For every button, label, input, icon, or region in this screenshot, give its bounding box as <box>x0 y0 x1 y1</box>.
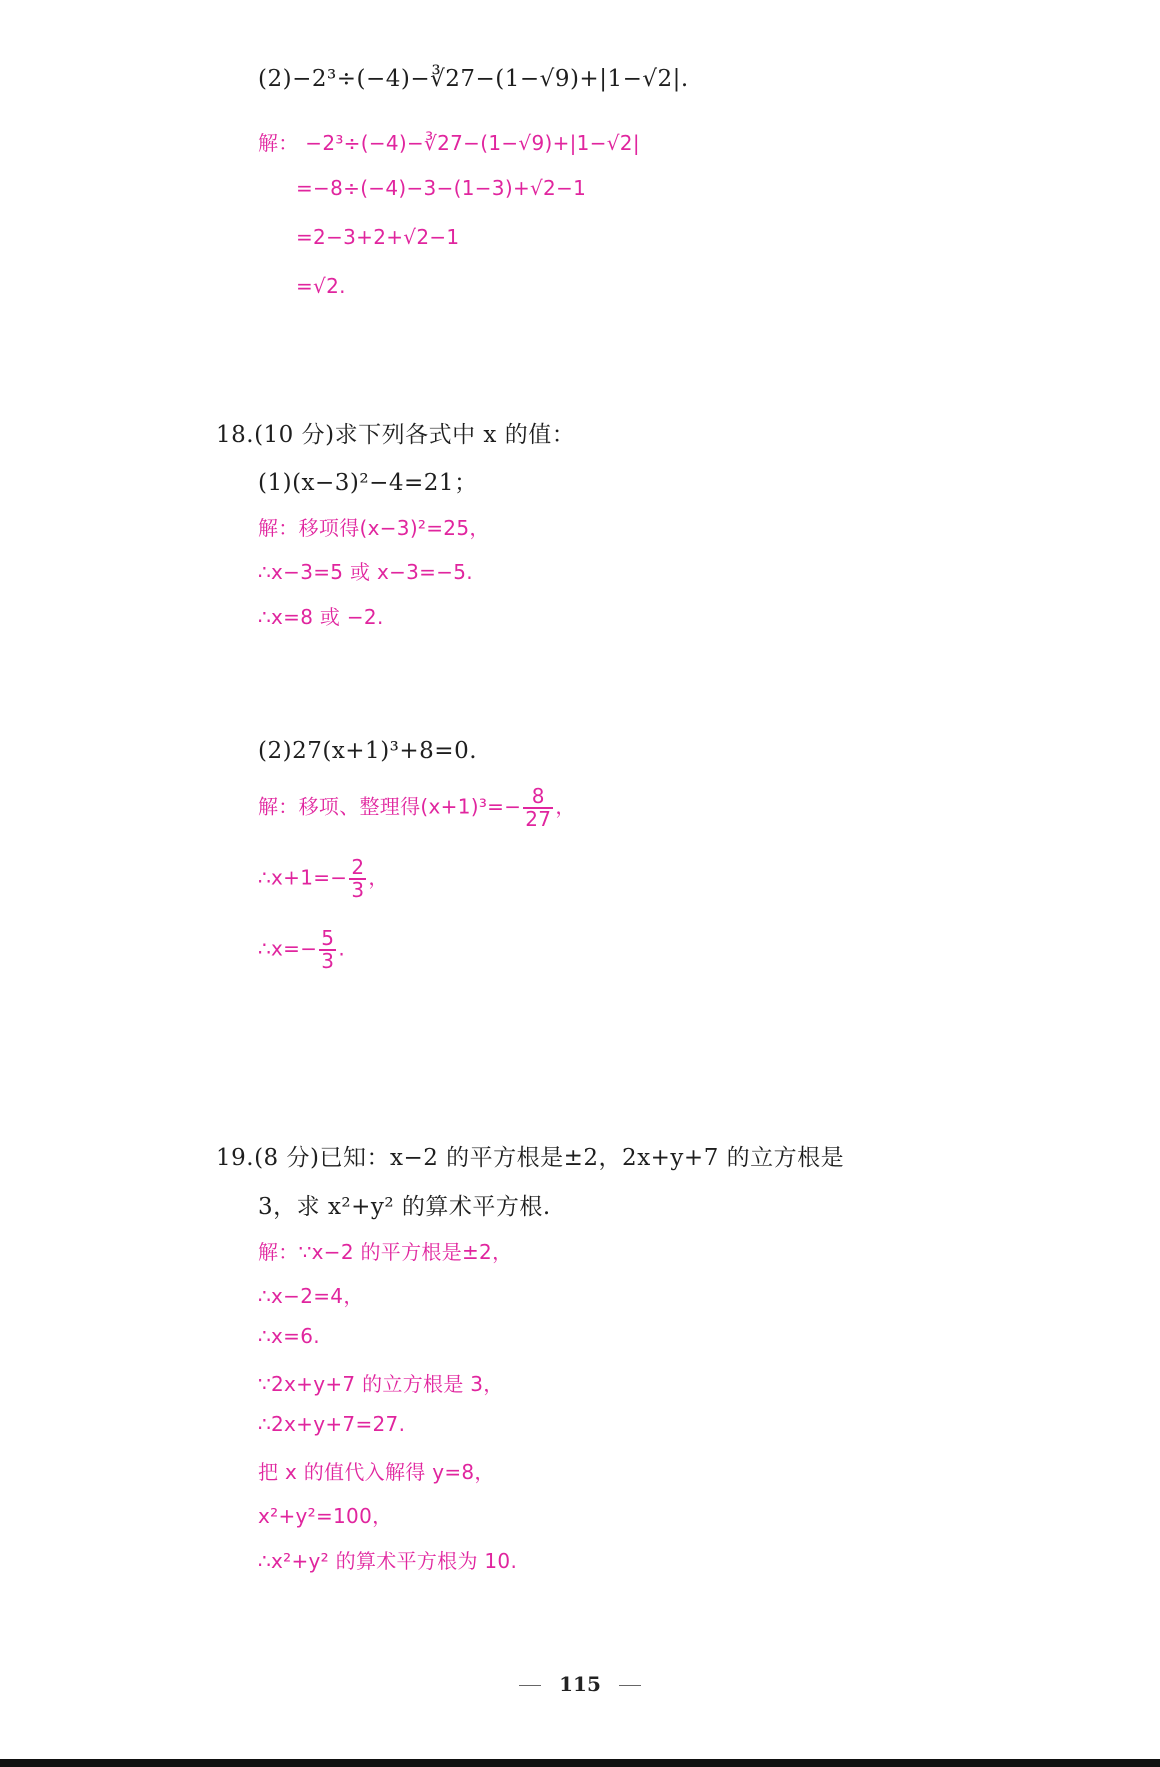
page-footer <box>0 1672 1160 1696</box>
problem-18-part2-solution-line-2 <box>258 857 389 901</box>
problem-19-solution-line-1: 解：∵x−2 的平方根是±2， <box>258 1240 513 1264</box>
fraction-numerator: 2 <box>351 855 365 879</box>
fraction-denominator: 3 <box>321 949 335 973</box>
solution-punctuation: . <box>338 936 345 961</box>
bottom-edge-bar <box>0 1759 1160 1767</box>
problem-18-part2-question: (2)27(x+1)³+8=0. <box>258 738 478 764</box>
footer-dash-right <box>619 1685 641 1686</box>
problem-19-solution-line-8: ∴x²+y² 的算术平方根为 10. <box>258 1549 518 1573</box>
problem-17-part2-solution-line-3: =2−3+2+√2−1 <box>296 225 460 249</box>
fraction-denominator: 3 <box>351 878 365 902</box>
problem-19-question-line-2: 3，求 x²+y² 的算术平方根. <box>258 1194 551 1220</box>
solution-text: 解：移项、整理得(x+1)³=− <box>258 794 522 819</box>
problem-18-part2-solution-line-3 <box>258 928 345 972</box>
fraction <box>349 857 366 901</box>
problem-18-part1-question: (1)(x−3)²−4=21； <box>258 470 478 496</box>
problem-19-solution-line-3: ∴x=6. <box>258 1324 320 1348</box>
problem-17-part2-solution-line-2: =−8÷(−4)−3−(1−3)+√2−1 <box>296 176 587 200</box>
problem-18-part1-solution-line-2: ∴x−3=5 或 x−3=−5. <box>258 560 473 584</box>
problem-18-part1-solution-line-3: ∴x=8 或 −2. <box>258 605 384 629</box>
problem-19-solution-line-5: ∴2x+y+7=27. <box>258 1412 406 1436</box>
solution-punctuation: ， <box>368 865 389 890</box>
problem-18-title: 18.(10 分)求下列各式中 x 的值： <box>216 422 576 448</box>
problem-17-part2-solution-line-1: 解： −2³÷(−4)−∛27−(1−√9)+|1−√2| <box>258 131 640 155</box>
fraction-numerator: 5 <box>321 926 335 950</box>
problem-17-part2-question: (2)−2³÷(−4)−∛27−(1−√9)+|1−√2|. <box>258 66 689 92</box>
problem-19-solution-line-4: ∵2x+y+7 的立方根是 3， <box>258 1372 504 1396</box>
fraction-denominator: 27 <box>525 807 552 831</box>
fraction <box>319 928 336 972</box>
solution-text: ∴x+1=− <box>258 865 348 890</box>
solution-punctuation: ， <box>555 794 576 819</box>
problem-19-solution-line-6: 把 x 的值代入解得 y=8， <box>258 1460 495 1484</box>
problem-19-solution-line-7: x²+y²=100， <box>258 1504 393 1528</box>
fraction-numerator: 8 <box>531 784 545 808</box>
page-number: 115 <box>559 1672 601 1696</box>
footer-dash-left <box>519 1685 541 1686</box>
solution-text: ∴x=− <box>258 936 318 961</box>
problem-19-question-line-1: 19.(8 分)已知：x−2 的平方根是±2，2x+y+7 的立方根是 <box>216 1145 845 1171</box>
problem-19-solution-line-2: ∴x−2=4， <box>258 1284 364 1308</box>
problem-18-part1-solution-line-1: 解：移项得(x−3)²=25， <box>258 516 490 540</box>
problem-18-part2-solution-line-1 <box>258 786 576 830</box>
problem-17-part2-solution-line-4: =√2. <box>296 274 346 298</box>
fraction <box>523 786 553 830</box>
